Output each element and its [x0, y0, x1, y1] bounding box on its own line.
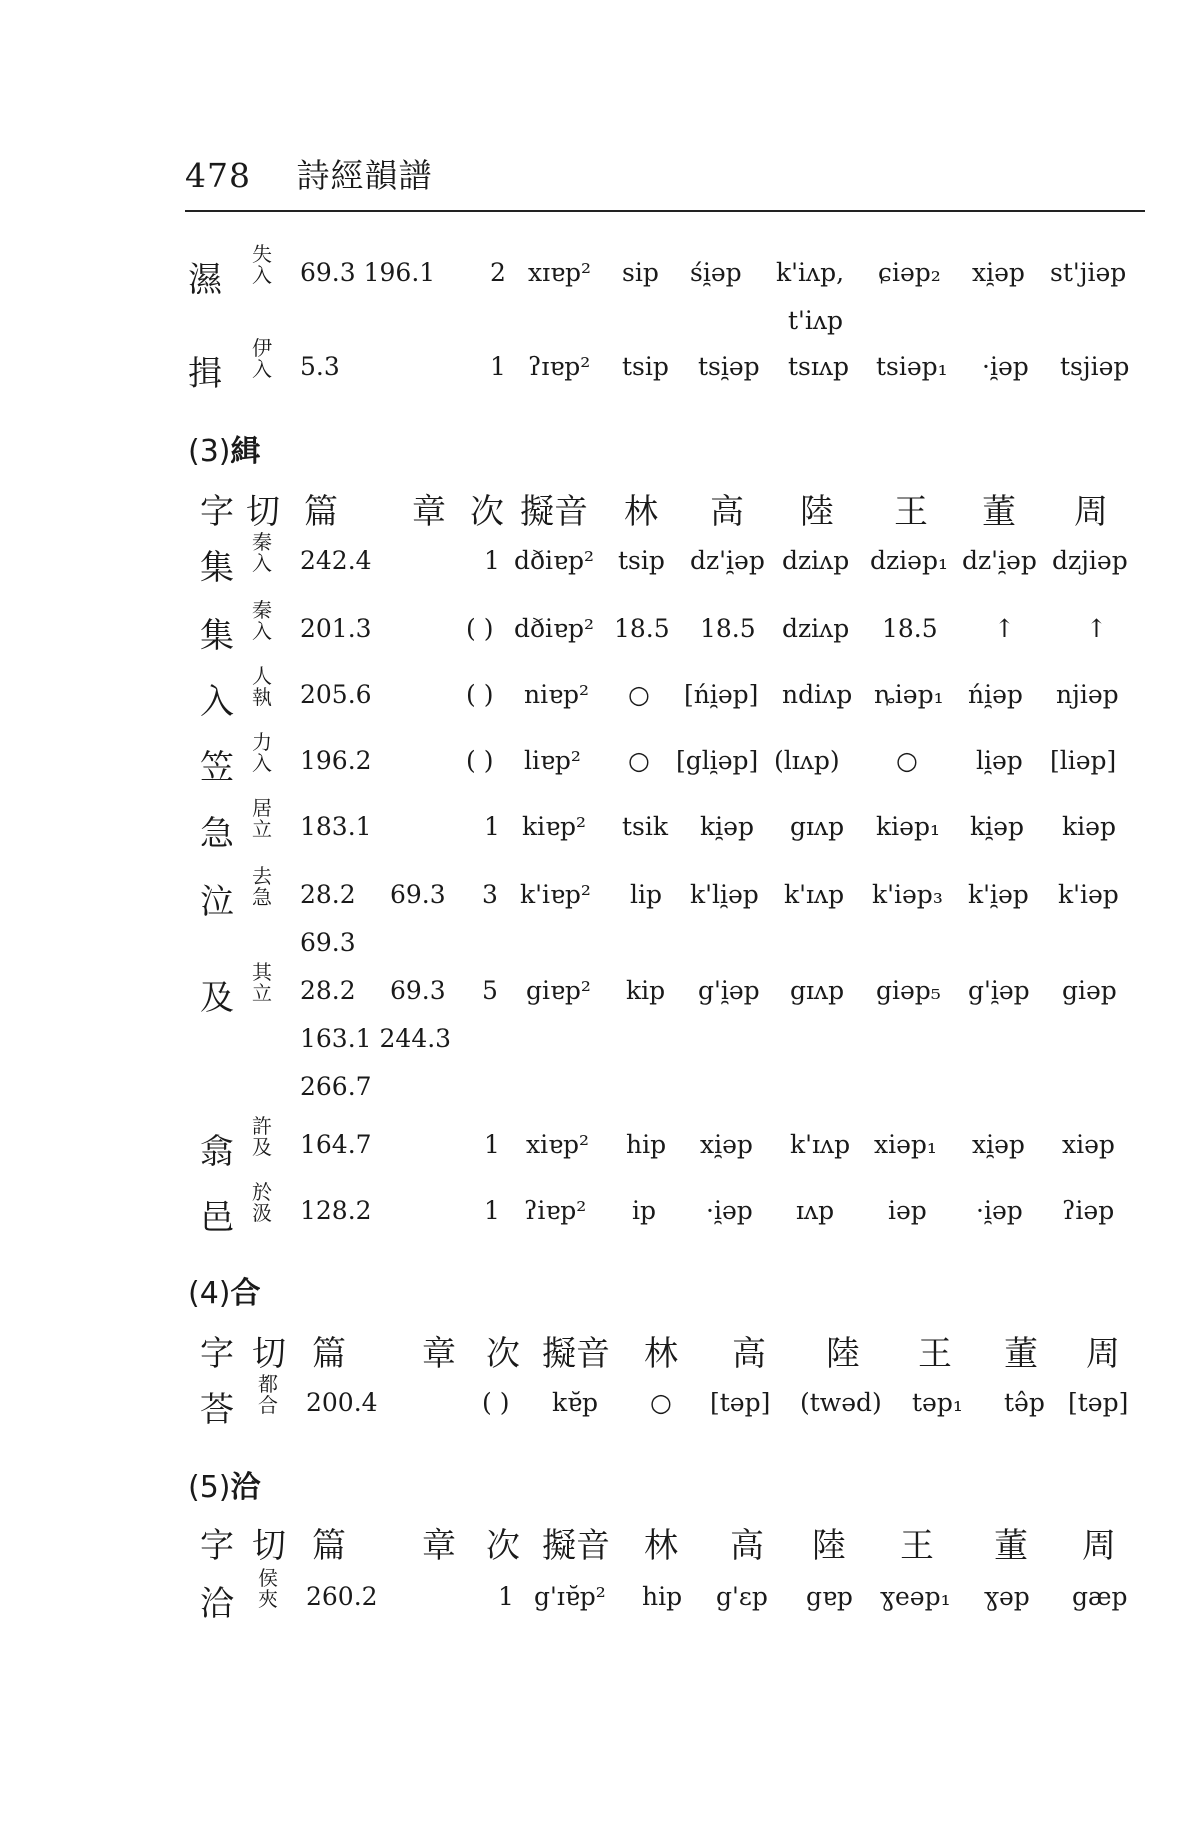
fanqie: 秦入: [252, 598, 272, 643]
col-header: 陸: [800, 492, 834, 532]
fanqie: 人執: [252, 664, 272, 709]
section-name: 緝: [230, 434, 261, 469]
pian: 242.4: [300, 546, 372, 575]
col-header: 陸: [826, 1334, 860, 1374]
page-number: 478: [185, 156, 251, 195]
zhou: [təp]: [1068, 1388, 1129, 1417]
table-row: [0, 864, 1200, 940]
ci: 1: [484, 812, 500, 841]
lin: tsip: [622, 352, 669, 381]
table-row: [0, 336, 1200, 412]
gao: [gli̯əp]: [676, 746, 759, 775]
dong: ·i̯əp: [976, 1196, 1023, 1225]
lin: tsip: [618, 546, 665, 575]
fanqie: 於汲: [252, 1180, 272, 1225]
zhou: kiəp: [1062, 812, 1116, 841]
pian: 200.4: [306, 1388, 378, 1417]
section-number: (4): [188, 1276, 231, 1311]
col-header: 王: [900, 1526, 934, 1566]
pian: 260.2: [306, 1582, 378, 1611]
table-row: [0, 1372, 1200, 1448]
gao: ·i̯əp: [706, 1196, 753, 1225]
wang: tsiəp₁: [876, 352, 948, 381]
dong: ·i̯əp: [982, 352, 1029, 381]
col-header: 高: [710, 492, 744, 532]
col-header: 林: [624, 492, 658, 532]
ni-yin: giɐp²: [526, 976, 591, 1005]
lu: k'ɪʌp: [784, 880, 845, 909]
col-header: 擬音: [542, 1526, 610, 1566]
dong: ńi̯əp: [968, 680, 1023, 709]
col-header: 次: [486, 1334, 520, 1374]
pian-2: 69.3: [390, 880, 446, 909]
lu: (twəd): [800, 1388, 882, 1417]
ni-yin: ʔɪɐp²: [528, 352, 591, 381]
dong: ki̯əp: [970, 812, 1024, 841]
column-header-row: [0, 1524, 1200, 1584]
char: 洽: [200, 1584, 234, 1624]
pian: 128.2: [300, 1196, 372, 1225]
col-header: 章: [422, 1526, 456, 1566]
lin: ip: [632, 1196, 656, 1225]
pian: 205.6: [300, 680, 372, 709]
ci: 1: [484, 1196, 500, 1225]
column-header-row: [0, 490, 1200, 550]
ci: 5: [482, 976, 498, 1005]
dong: g'i̯əp: [968, 976, 1030, 1005]
zhou: xiəp: [1062, 1130, 1115, 1159]
gao: tsi̯əp: [698, 352, 760, 381]
ni-yin: k'iɐp²: [520, 880, 591, 909]
zhou: giəp: [1062, 976, 1117, 1005]
zhou: st'jiəp: [1050, 258, 1127, 287]
ci: 1: [490, 352, 506, 381]
char: 泣: [200, 882, 234, 922]
gao: 18.5: [700, 614, 756, 643]
ni-yin: liɐp²: [524, 746, 581, 775]
wang: 18.5: [882, 614, 938, 643]
gao: g'ɛp: [716, 1582, 768, 1611]
lin: tsik: [622, 812, 669, 841]
ni-yin: kiɐp²: [522, 812, 587, 841]
col-header: 篇: [312, 1526, 346, 1566]
lu: gɪʌp: [790, 812, 845, 841]
wang: iəp: [888, 1196, 927, 1225]
ni-yin: g'ɪɐ̆p²: [534, 1582, 606, 1611]
table-row: [0, 530, 1200, 606]
lin: hip: [642, 1582, 683, 1611]
col-header: 篇: [312, 1334, 346, 1374]
wang: ɣeəp₁: [880, 1582, 951, 1611]
zhou: ʔiəp: [1062, 1196, 1115, 1225]
table-row: [0, 1566, 1200, 1642]
table-row: [0, 598, 1200, 674]
section-heading: [188, 426, 261, 470]
zhou: njiəp: [1056, 680, 1119, 709]
col-header: 王: [894, 492, 928, 532]
table-row: [0, 796, 1200, 872]
lin: ○: [650, 1388, 672, 1417]
dong: tə̂p: [1004, 1388, 1045, 1417]
continuation: 163.1 244.3: [300, 1024, 452, 1053]
lin: ○: [628, 746, 650, 775]
gao: dz'i̯əp: [690, 546, 765, 575]
col-header: 周: [1086, 1334, 1120, 1374]
zhou: gæp: [1072, 1582, 1128, 1611]
lin: kip: [626, 976, 666, 1005]
section-number: (5): [188, 1470, 231, 1505]
wang: kiəp₁: [876, 812, 940, 841]
col-header: 字: [200, 1526, 234, 1566]
ci: ( ): [466, 746, 494, 775]
lu: k'iʌp,: [776, 258, 845, 287]
wang: təp₁: [912, 1388, 963, 1417]
gao: [təp]: [710, 1388, 771, 1417]
ci: 1: [484, 546, 500, 575]
col-header: 周: [1082, 1526, 1116, 1566]
pian: 201.3: [300, 614, 372, 643]
zhou: [liəp]: [1050, 746, 1117, 775]
lu: (lɪʌp): [774, 746, 840, 775]
table-row: [0, 1114, 1200, 1190]
ci: 2: [490, 258, 506, 287]
lin: hip: [626, 1130, 667, 1159]
col-header: 高: [730, 1526, 764, 1566]
dong: k'i̯əp: [968, 880, 1029, 909]
lu: ɪʌp: [796, 1196, 835, 1225]
page-header: [185, 150, 433, 197]
lin: 18.5: [614, 614, 670, 643]
zhou: ↑: [1086, 614, 1107, 643]
column-header-row: [0, 1332, 1200, 1392]
ci: 1: [484, 1130, 500, 1159]
gao: [ńi̯əp]: [684, 680, 759, 709]
fanqie: 居立: [252, 796, 272, 841]
continuation: 69.3: [300, 928, 356, 957]
char: 集: [200, 548, 234, 588]
ni-yin: niɐp²: [524, 680, 590, 709]
section-heading: [188, 1462, 261, 1506]
table-row: [0, 730, 1200, 806]
lu: ndiʌp: [782, 680, 853, 709]
dong: li̯əp: [976, 746, 1023, 775]
pian: 196.2: [300, 746, 372, 775]
pian: 164.7: [300, 1130, 372, 1159]
char: 笠: [200, 748, 234, 788]
pian: 5.3: [300, 352, 340, 381]
dong: ɣəp: [984, 1582, 1030, 1611]
table-row: [0, 664, 1200, 740]
zhou: dzjiəp: [1052, 546, 1128, 575]
col-header: 董: [982, 492, 1016, 532]
lu: k'ɪʌp: [790, 1130, 851, 1159]
gao: k'li̯əp: [690, 880, 759, 909]
dong: dz'i̯əp: [962, 546, 1037, 575]
header-rule: [185, 210, 1145, 212]
wang: ɕiəp₂: [878, 258, 941, 287]
lin: ○: [628, 680, 650, 709]
gao: g'i̯əp: [698, 976, 760, 1005]
table-row: [0, 1180, 1200, 1256]
ni-yin: kɐ̆p: [552, 1388, 599, 1417]
lu: dziʌp: [782, 614, 850, 643]
section-heading: [188, 1268, 261, 1312]
gao: xi̯əp: [700, 1130, 753, 1159]
ni-yin: xiɐp²: [526, 1130, 590, 1159]
gao: śi̯əp: [690, 258, 742, 287]
ci: ( ): [466, 680, 494, 709]
lin: lip: [630, 880, 662, 909]
ni-yin: dðiɐp²: [514, 546, 594, 575]
pian: 28.2: [300, 880, 356, 909]
col-header: 次: [486, 1526, 520, 1566]
wang: ○: [896, 746, 918, 775]
col-header: 董: [1004, 1334, 1038, 1374]
wang: ȵiəp₁: [874, 680, 944, 709]
col-header: 切: [252, 1526, 286, 1566]
wang: xiəp₁: [874, 1130, 937, 1159]
book-title: 詩經韻譜: [296, 156, 433, 195]
pian-2: 69.3: [390, 976, 446, 1005]
col-header: 切: [246, 492, 280, 532]
col-header: 王: [918, 1334, 952, 1374]
char: 邑: [200, 1198, 234, 1238]
ci: 3: [482, 880, 498, 909]
col-header: 高: [732, 1334, 766, 1374]
fanqie: 伊入: [252, 336, 272, 381]
table-row: [0, 242, 1200, 318]
col-header: 次: [470, 492, 504, 532]
continuation: 266.7: [300, 1072, 372, 1101]
fanqie: 力入: [252, 730, 272, 775]
ni-yin: dðiɐp²: [514, 614, 594, 643]
char: 集: [200, 616, 234, 656]
col-header: 擬音: [542, 1334, 610, 1374]
char: 翕: [200, 1132, 234, 1172]
ci: ( ): [466, 614, 494, 643]
ni-yin: xɪɐp²: [528, 258, 592, 287]
col-header: 周: [1074, 492, 1108, 532]
wang: giəp₅: [876, 976, 941, 1005]
col-header: 章: [422, 1334, 456, 1374]
char: 及: [200, 978, 234, 1018]
pian: 183.1: [300, 812, 372, 841]
fanqie: 失入: [252, 242, 272, 287]
col-header: 篇: [304, 492, 338, 532]
col-header: 林: [644, 1526, 678, 1566]
wang: k'iəp₃: [872, 880, 943, 909]
char: 荅: [200, 1390, 234, 1430]
lu: tsɪʌp: [788, 352, 849, 381]
col-header: 字: [200, 1334, 234, 1374]
ci: ( ): [482, 1388, 510, 1417]
dong: xi̯əp: [972, 258, 1025, 287]
lu: gɐp: [806, 1582, 853, 1611]
col-header: 陸: [812, 1526, 846, 1566]
fanqie: 其立: [252, 960, 272, 1005]
dong: ↑: [994, 614, 1015, 643]
fanqie: 秦入: [252, 530, 272, 575]
ni-yin: ʔiɐp²: [524, 1196, 587, 1225]
wang: dziəp₁: [870, 546, 948, 575]
col-header: 切: [252, 1334, 286, 1374]
fanqie: 許及: [252, 1114, 272, 1159]
dong: xi̯əp: [972, 1130, 1025, 1159]
fanqie: 都合: [258, 1372, 278, 1417]
char: 濕: [188, 260, 222, 300]
pian: 28.2: [300, 976, 356, 1005]
gao: ki̯əp: [700, 812, 754, 841]
lu: dziʌp: [782, 546, 850, 575]
char: 揖: [188, 354, 222, 394]
col-header: 字: [200, 492, 234, 532]
continuation: t'iʌp: [788, 306, 844, 335]
ci: 1: [498, 1582, 514, 1611]
col-header: 林: [644, 1334, 678, 1374]
col-header: 董: [994, 1526, 1028, 1566]
char: 入: [200, 682, 234, 722]
pian: 69.3 196.1: [300, 258, 436, 287]
fanqie: 去急: [252, 864, 272, 909]
zhou: tsjiəp: [1060, 352, 1130, 381]
col-header: 擬音: [520, 492, 588, 532]
col-header: 章: [412, 492, 446, 532]
lu: gɪʌp: [790, 976, 845, 1005]
fanqie: 侯夾: [258, 1566, 278, 1611]
section-number: (3): [188, 434, 231, 469]
section-name: 合: [230, 1276, 261, 1311]
char: 急: [200, 814, 234, 854]
section-name: 洽: [230, 1470, 261, 1505]
zhou: k'iəp: [1058, 880, 1119, 909]
table-row: [0, 960, 1200, 1036]
lin: sip: [622, 258, 659, 287]
